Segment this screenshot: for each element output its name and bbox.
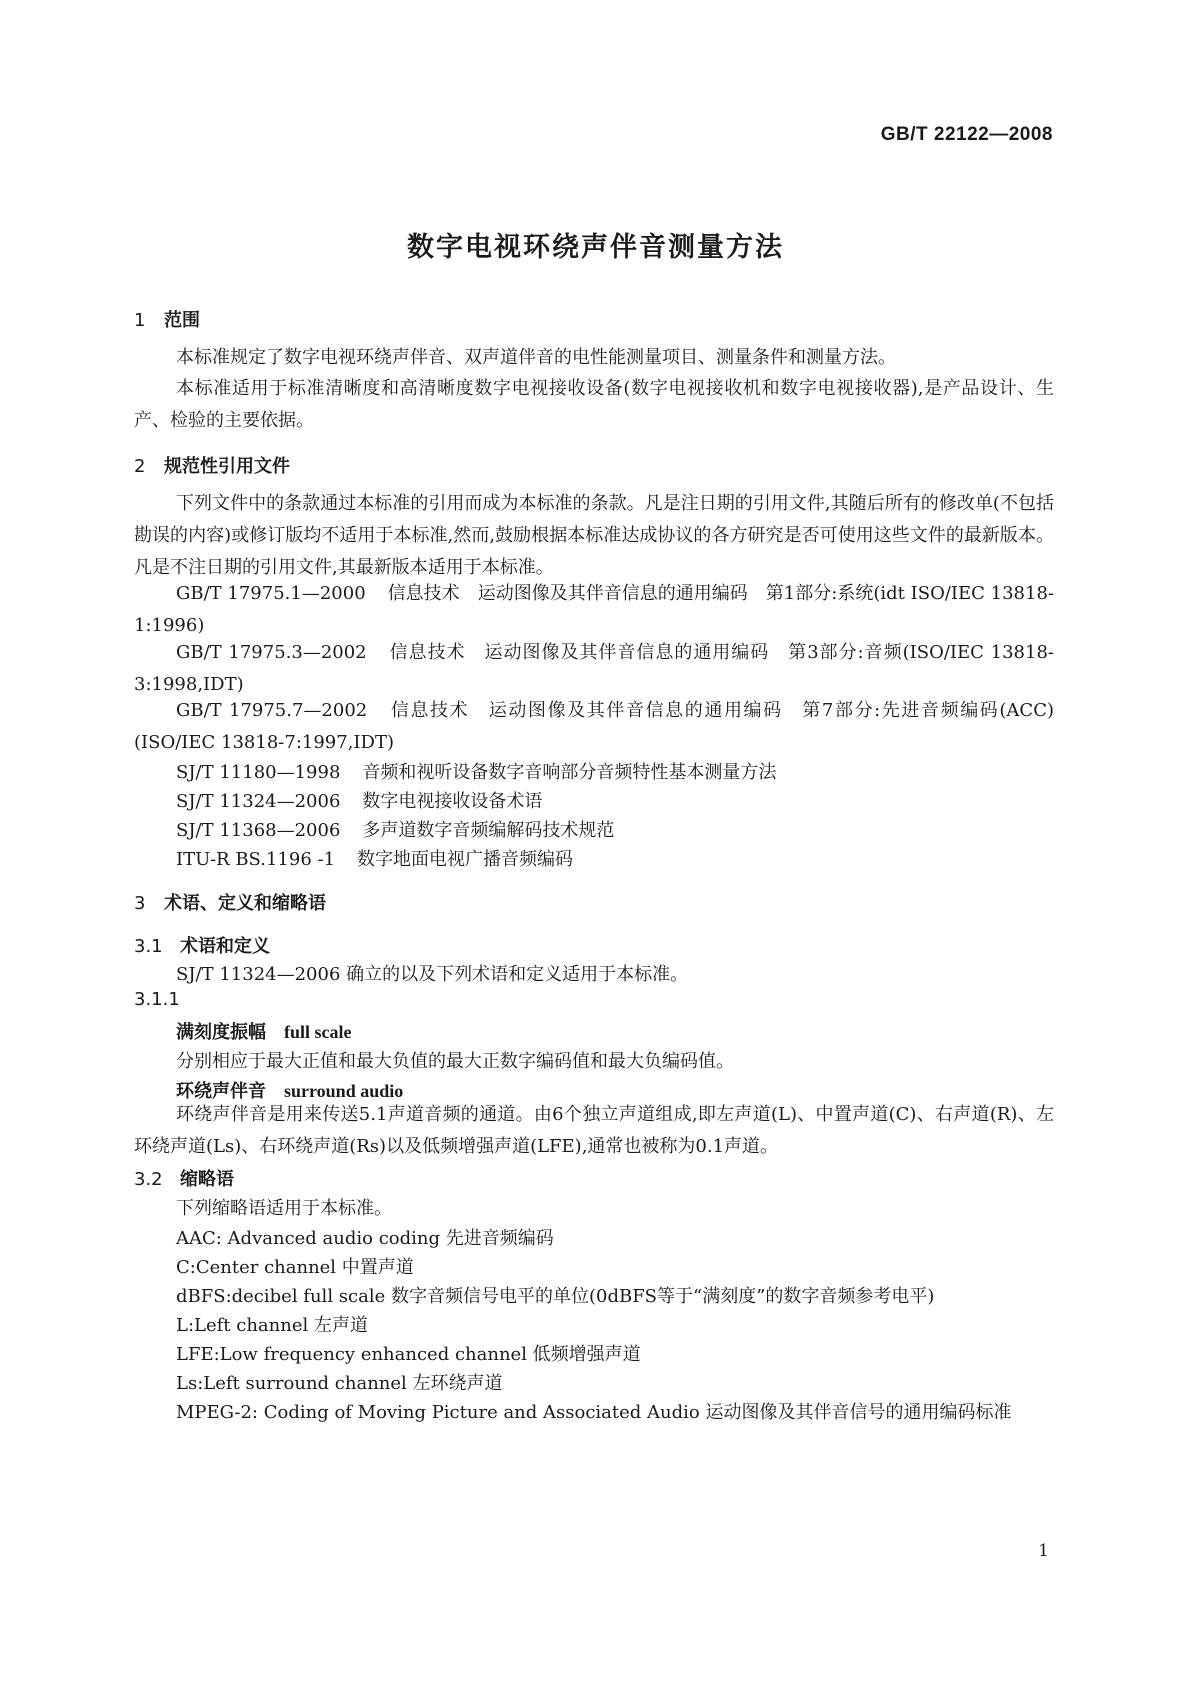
term-definition: 环绕声伴音是用来传送5.1声道音频的通道。由6个独立声道组成,即左声道(L)、中置声道(C)、右声道(R)、左环绕声道(Ls)、右环绕声道(Rs)以及低频增强声道(LFE),通常也被称为0.1声道。	[134, 1104, 1054, 1157]
section-2-heading	[134, 452, 290, 478]
section-number: 3.2	[134, 1169, 163, 1190]
reference-item	[176, 845, 573, 871]
reference-code: SJ/T 11180—1998	[176, 762, 341, 783]
section-title: 术语、定义和缩略语	[164, 893, 326, 914]
reference-item	[134, 637, 1054, 701]
section-number: 1	[134, 310, 146, 331]
reference-title: 多声道数字音频编解码技术规范	[362, 820, 615, 841]
section-title: 术语和定义	[180, 936, 270, 957]
abbreviation-item: AAC: Advanced audio coding 先进音频编码	[176, 1228, 554, 1249]
section-3-2-heading	[134, 1165, 234, 1191]
reference-code: SJ/T 11324—2006	[176, 791, 341, 812]
reference-title: 音频和视听设备数字音响部分音频特性基本测量方法	[362, 762, 777, 783]
reference-item	[134, 578, 1054, 642]
section-3-heading	[134, 889, 326, 915]
abbreviation-item: dBFS:decibel full scale 数字音频信号电平的单位(0dBFS等于“满刻度”的数字音频参考电平)	[176, 1286, 935, 1307]
section-1-paragraph-1: 本标准规定了数字电视环绕声伴音、双声道伴音的电性能测量项目、测量条件和测量方法。	[176, 347, 896, 368]
term-english: full scale	[284, 1022, 352, 1042]
reference-code: GB/T 17975.1—2000	[176, 583, 366, 604]
reference-title: 数字电视接收设备术语	[362, 791, 543, 812]
term-chinese: 满刻度振幅	[176, 1022, 266, 1043]
section-number: 3	[134, 893, 146, 914]
section-number: 3.1	[134, 936, 163, 957]
term-english: surround audio	[284, 1081, 404, 1101]
section-2-intro: 下列文件中的条款通过本标准的引用而成为本标准的条款。凡是注日期的引用文件,其随后所有的修改单(不包括勘误的内容)或修订版均不适用于本标准,然而,鼓励根据本标准达成协议的各方研究是否可使用这些文件的最新版本。凡是不注日期的引用文件,其最新版本适用于本标准。	[134, 493, 1054, 578]
section-3-2-intro: 下列缩略语适用于本标准。	[176, 1198, 392, 1219]
abbreviation-item: LFE:Low frequency enhanced channel 低频增强声道	[176, 1344, 641, 1365]
abbreviation-item: C:Center channel 中置声道	[176, 1257, 414, 1278]
reference-title: 信息技术 运动图像及其伴音信息的通用编码 第7部分:先进音频编码(ACC)(ISO/IEC 13818-7:1997,IDT)	[134, 700, 1054, 753]
reference-item	[134, 695, 1054, 759]
reference-item	[176, 787, 542, 813]
section-title: 范围	[164, 310, 200, 331]
reference-title: 信息技术 运动图像及其伴音信息的通用编码 第3部分:音频(ISO/IEC 13818-3:1998,IDT)	[134, 642, 1054, 695]
section-number: 2	[134, 456, 146, 477]
section-1-paragraph-2: 本标准适用于标准清晰度和高清晰度数字电视接收设备(数字电视接收机和数字电视接收器),是产品设计、生产、检验的主要依据。	[134, 378, 1054, 431]
reference-item	[176, 758, 776, 784]
section-3-1-intro: SJ/T 11324—2006 确立的以及下列术语和定义适用于本标准。	[176, 964, 689, 985]
standard-code: GB/T 22122—2008	[880, 124, 1053, 145]
term-heading	[176, 1018, 352, 1044]
section-title: 规范性引用文件	[164, 456, 290, 477]
reference-code: GB/T 17975.3—2002	[176, 642, 367, 663]
abbreviation-item: Ls:Left surround channel 左环绕声道	[176, 1373, 503, 1394]
section-title: 缩略语	[180, 1169, 234, 1190]
reference-code: GB/T 17975.7—2002	[176, 700, 368, 721]
section-1-heading	[134, 306, 200, 332]
reference-code: SJ/T 11368—2006	[176, 820, 341, 841]
term-chinese: 环绕声伴音	[176, 1081, 266, 1102]
document-title: 数字电视环绕声伴音测量方法	[407, 232, 784, 263]
reference-code: ITU-R BS.1196 -1	[176, 849, 336, 870]
reference-item	[176, 816, 614, 842]
term-definition: 分别相应于最大正值和最大负值的最大正数字编码值和最大负编码值。	[176, 1051, 734, 1072]
abbreviation-item: MPEG-2: Coding of Moving Picture and Associated Audio 运动图像及其伴音信号的通用编码标准	[176, 1402, 1012, 1423]
section-3-1-1-number: 3.1.1	[134, 989, 180, 1010]
reference-title: 数字地面电视广播音频编码	[357, 849, 574, 870]
section-3-1-heading	[134, 932, 270, 958]
abbreviation-item: L:Left channel 左声道	[176, 1315, 368, 1336]
reference-title: 信息技术 运动图像及其伴音信息的通用编码 第1部分:系统(idt ISO/IEC 13818-1:1996)	[134, 583, 1054, 636]
page-number: 1	[1038, 1541, 1049, 1561]
